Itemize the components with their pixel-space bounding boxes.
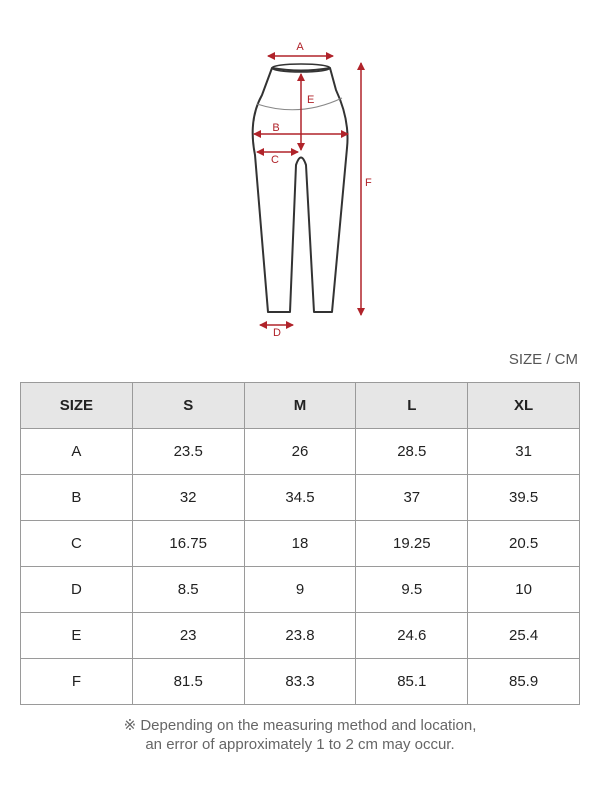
table-cell: C xyxy=(21,521,133,567)
label-f: F xyxy=(365,177,372,189)
table-header-row xyxy=(21,383,580,429)
table-row xyxy=(21,567,580,613)
table-row xyxy=(21,613,580,659)
table-cell: 20.5 xyxy=(468,521,580,567)
label-a: A xyxy=(296,41,304,53)
note-line-2: an error of approximately 1 to 2 cm may occur. xyxy=(145,736,455,753)
unit-label: SIZE / CM xyxy=(508,351,578,368)
header-m: M xyxy=(244,383,356,429)
table-cell: 34.5 xyxy=(244,475,356,521)
table-cell: 19.25 xyxy=(356,521,468,567)
table-cell: 24.6 xyxy=(356,613,468,659)
table-cell: 37 xyxy=(356,475,468,521)
table-cell: 39.5 xyxy=(468,475,580,521)
table-cell: 81.5 xyxy=(132,659,244,705)
table-cell: 31 xyxy=(468,429,580,475)
table-cell: D xyxy=(21,567,133,613)
table-cell: F xyxy=(21,659,133,705)
label-b: B xyxy=(272,122,280,134)
table-cell: 26 xyxy=(244,429,356,475)
table-cell: 28.5 xyxy=(356,429,468,475)
label-e: E xyxy=(307,94,315,106)
size-table xyxy=(20,382,580,705)
label-d: D xyxy=(273,327,281,339)
leggings-diagram-svg xyxy=(0,0,600,345)
table-cell: 9.5 xyxy=(356,567,468,613)
table-cell: 25.4 xyxy=(468,613,580,659)
table-row xyxy=(21,475,580,521)
table-cell: 8.5 xyxy=(132,567,244,613)
label-c: C xyxy=(271,154,279,166)
table-cell: 18 xyxy=(244,521,356,567)
header-l: L xyxy=(356,383,468,429)
table-cell: 23.8 xyxy=(244,613,356,659)
table-row xyxy=(21,659,580,705)
table-cell: 32 xyxy=(132,475,244,521)
header-s: S xyxy=(132,383,244,429)
table-cell: 9 xyxy=(244,567,356,613)
table-cell: B xyxy=(21,475,133,521)
table-cell: 23.5 xyxy=(132,429,244,475)
measurement-diagram xyxy=(0,0,600,345)
table-cell: 16.75 xyxy=(132,521,244,567)
table-row xyxy=(21,521,580,567)
table-cell: A xyxy=(21,429,133,475)
leggings-outline xyxy=(253,68,348,312)
table-cell: 85.9 xyxy=(468,659,580,705)
header-xl: XL xyxy=(468,383,580,429)
table-cell: 83.3 xyxy=(244,659,356,705)
table-cell: E xyxy=(21,613,133,659)
header-size: SIZE xyxy=(21,383,133,429)
table-cell: 23 xyxy=(132,613,244,659)
note-line-1: ※ Depending on the measuring method and location, xyxy=(123,717,477,734)
table-row xyxy=(21,429,580,475)
table-cell: 10 xyxy=(468,567,580,613)
table-cell: 85.1 xyxy=(356,659,468,705)
